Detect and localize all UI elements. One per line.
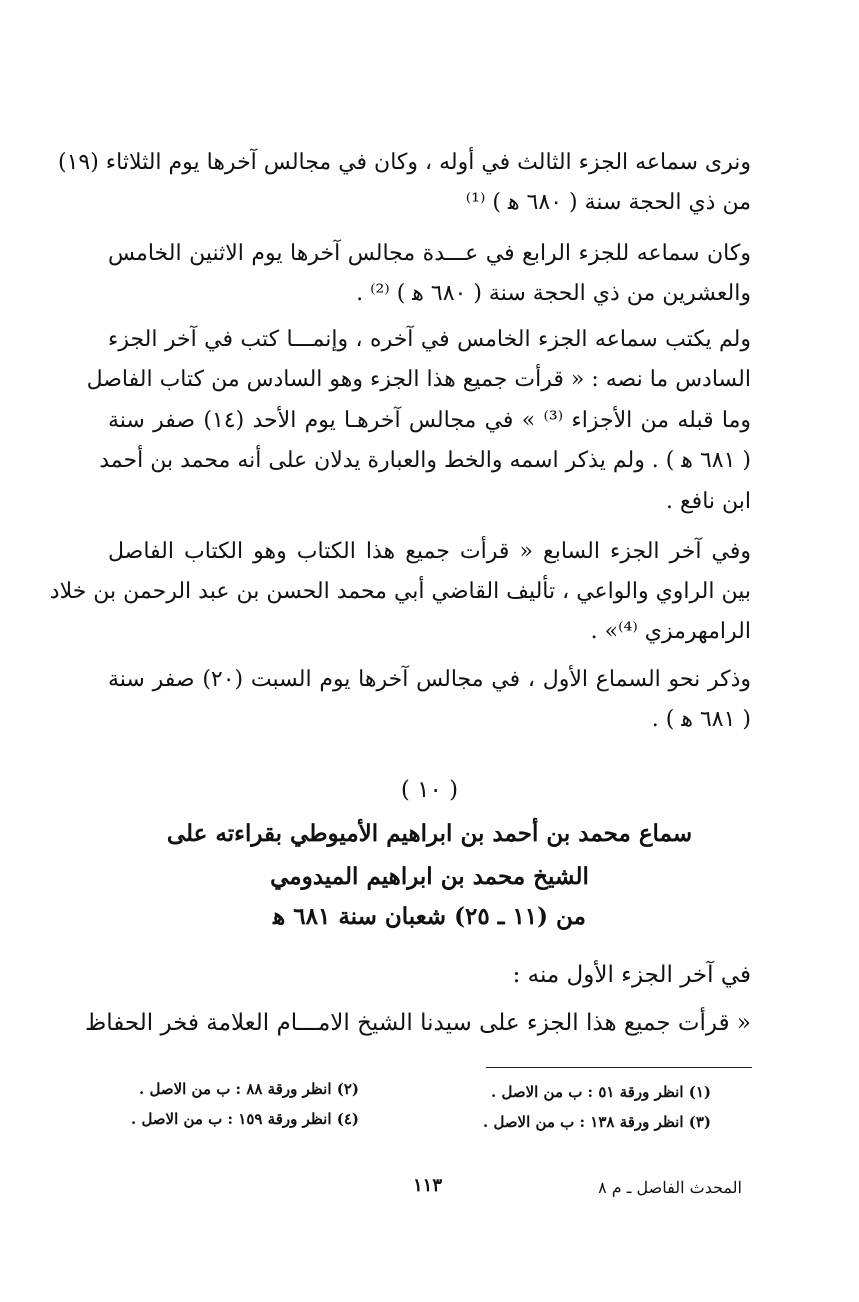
footnote-3: (٣) انظر ورقة ١٣٨ : ب من الاصل . xyxy=(483,1113,711,1131)
body-line-5: ولم يكتب سماعه الجزء الخامس في آخره ، وإنمـــا كتب في آخر الجزء xyxy=(108,327,751,352)
footnote-4: (٤) انظر ورقة ١٥٩ : ب من الاصل . xyxy=(131,1110,359,1128)
body-line-2: من ذي الحجة سنة ( ٦٨٠ ﻫ ) ⁽¹⁾ xyxy=(465,190,751,215)
body-line-14: ( ٦٨١ ﻫ ) . xyxy=(651,707,751,732)
body-line-1: ونرى سماعه الجزء الثالث في أوله ، وكان في مجالس آخرها يوم الثلاثاء (١٩) xyxy=(57,150,751,175)
section-intro-line: في آخر الجزء الأول منه : xyxy=(512,962,751,988)
section-heading-line-1: سماع محمد بن أحمد بن ابراهيم الأميوطي بقراءته على xyxy=(166,820,693,847)
body-line-4: والعشرين من ذي الحجة سنة ( ٦٨٠ ﻫ ) ⁽²⁾ . xyxy=(356,281,751,306)
page-number: ١١٣ xyxy=(412,1175,442,1196)
footnote-2: (٢) انظر ورقة ٨٨ : ب من الاصل . xyxy=(139,1080,359,1098)
body-line-8: ( ٦٨١ ﻫ ) . ولم يذكر اسمه والخط والعبارة يدلان على أنه محمد بن أحمد xyxy=(99,448,751,473)
body-line-3: وكان سماعه للجزء الرابع في عـــدة مجالس آخرها يوم الاثنين الخامس xyxy=(108,241,751,266)
body-line-12: الرامهرمزي ⁽⁴⁾» . xyxy=(590,619,751,644)
footnote-separator xyxy=(486,1067,752,1068)
body-line-6: السادس ما نصه : « قرأت جميع هذا الجزء وهو السادس من كتاب الفاصل xyxy=(86,367,751,392)
section-heading-line-3: من (١١ ـ ٢٥) شعبان سنة ٦٨١ ﻫ xyxy=(273,903,586,930)
body-line-10: وفي آخر الجزء السابع « قرأت جميع هذا الكتاب وهو الكتاب الفاصل xyxy=(108,539,751,564)
running-title: المحدث الفاصل ـ م ٨ xyxy=(598,1178,742,1197)
body-line-11: بين الراوي والواعي ، تأليف القاضي أبي محمد الحسن بن عبد الرحمن بن خلاد xyxy=(49,579,751,604)
section-number: ( ١٠ ) xyxy=(400,777,459,803)
section-heading-line-2: الشيخ محمد بن ابراهيم الميدومي xyxy=(270,863,589,890)
body-line-9: ابن نافع . xyxy=(665,489,751,514)
footnote-1: (١) انظر ورقة ٥١ : ب من الاصل . xyxy=(491,1083,711,1101)
section-quote-line: « قرأت جميع هذا الجزء على سيدنا الشيخ الامـــام العلامة فخر الحفاظ xyxy=(84,1010,751,1036)
body-line-7: وما قبله من الأجزاء ⁽³⁾ » في مجالس آخرهـا يوم الأحد (١٤) صفر سنة xyxy=(108,408,751,433)
body-line-13: وذكر نحو السماع الأول ، في مجالس آخرها يوم السبت (٢٠) صفر سنة xyxy=(108,667,751,692)
